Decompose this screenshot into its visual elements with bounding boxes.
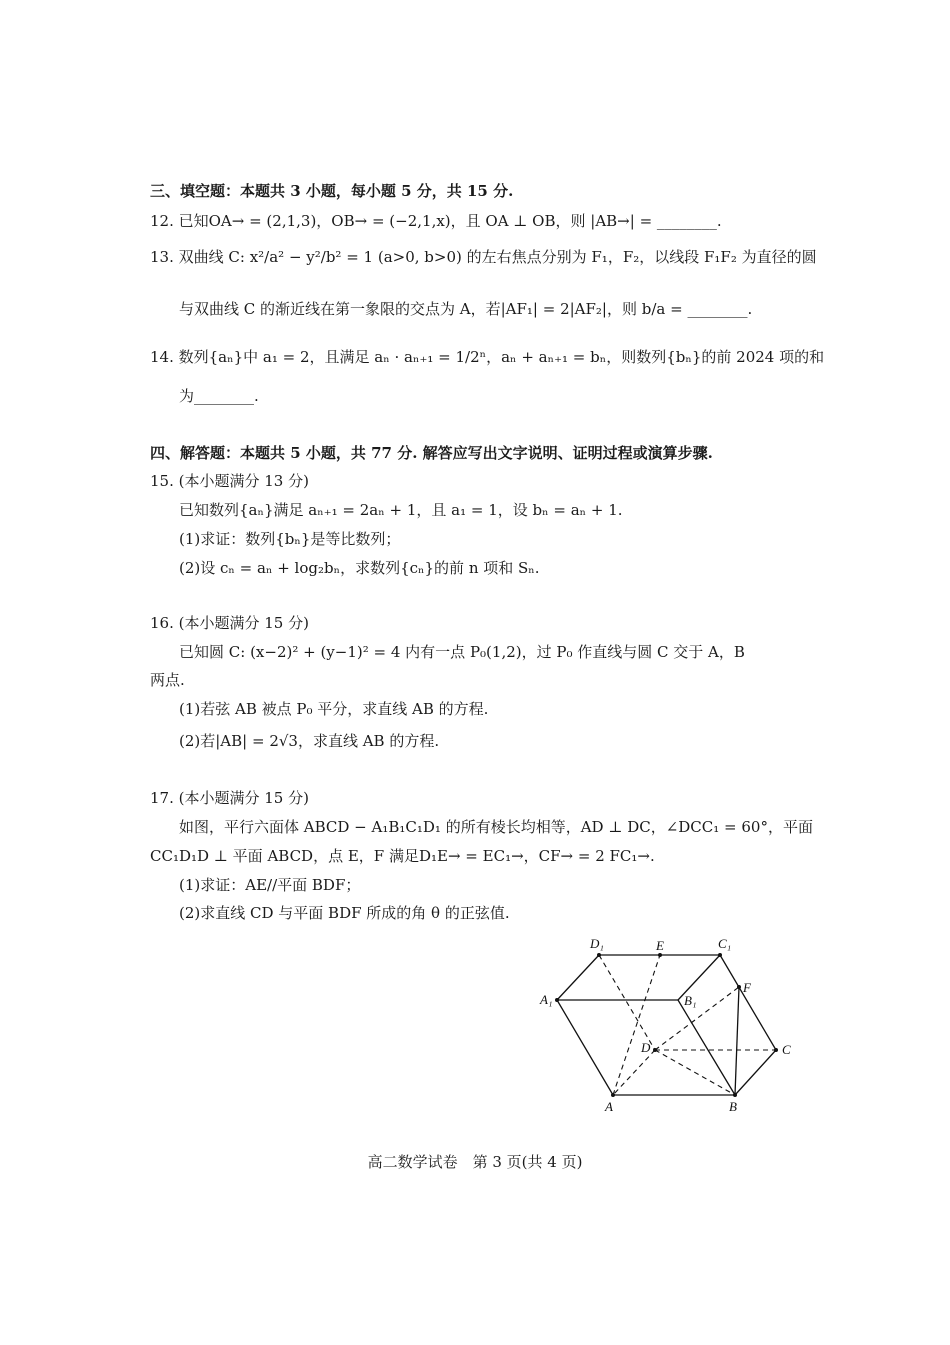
question-16-stem-line2: 两点.: [150, 671, 185, 689]
label-a1: A₁: [540, 992, 553, 1007]
edge-d1-d-hidden: [599, 955, 655, 1050]
edge-a1-d1: [557, 955, 599, 1000]
question-13-line2: 与双曲线 C 的渐近线在第一象限的交点为 A，若|AF₁| = 2|AF₂|，则 b/a = ________.: [179, 300, 753, 318]
segment-d-f-hidden: [655, 987, 739, 1050]
question-17-part1: (1)求证：AE//平面 BDF；: [179, 876, 361, 894]
question-15-stem: 已知数列{aₙ}满足 aₙ₊₁ = 2aₙ + 1，且 a₁ = 1，设 bₙ = aₙ + 1.: [179, 501, 623, 519]
question-16-part1: (1)若弦 AB 被点 P₀ 平分，求直线 AB 的方程.: [179, 700, 489, 718]
edge-b1-b: [678, 1000, 735, 1095]
segment-d-b-hidden: [655, 1050, 735, 1095]
question-14-line2: 为________.: [179, 387, 259, 405]
question-15-part1: (1)求证：数列{bₙ}是等比数列；: [179, 530, 401, 548]
page-footer: 高二数学试卷 第 3 页(共 4 页): [367, 1153, 583, 1171]
question-13-line1: 13. 双曲线 C: x²/a² − y²/b² = 1 (a>0, b>0) 的左右焦点分别为 F₁，F₂，以线段 F₁F₂ 为直径的圆: [150, 248, 817, 266]
label-d1: D₁: [590, 936, 604, 951]
edge-a-a1: [557, 1000, 613, 1095]
question-15-part2: (2)设 cₙ = aₙ + log₂bₙ，求数列{cₙ}的前 n 项和 Sₙ.: [179, 559, 540, 577]
label-d: D: [641, 1040, 651, 1055]
question-15-title: 15. (本小题满分 13 分): [150, 472, 309, 490]
question-17-part2: (2)求直线 CD 与平面 BDF 所成的角 θ 的正弦值.: [179, 904, 510, 922]
section4-heading: 四、解答题：本题共 5 小题，共 77 分. 解答应写出文字说明、证明过程或演算步骤.: [150, 444, 713, 462]
label-c: C: [782, 1042, 791, 1057]
label-f: F: [743, 980, 751, 995]
question-16-part2: (2)若|AB| = 2√3，求直线 AB 的方程.: [179, 732, 440, 750]
edge-c1-c: [720, 955, 776, 1050]
question-16-title: 16. (本小题满分 15 分): [150, 614, 309, 632]
label-c1: C₁: [718, 936, 732, 951]
edge-d-a-hidden: [613, 1050, 655, 1095]
label-b: B: [729, 1099, 737, 1114]
question-17-stem-line2: CC₁D₁D ⊥ 平面 ABCD，点 E，F 满足D₁E→ = EC₁→，CF→ = 2 FC₁→.: [150, 847, 655, 865]
label-e: E: [656, 938, 664, 953]
question-17-title: 17. (本小题满分 15 分): [150, 789, 309, 807]
edge-c-b: [735, 1050, 776, 1095]
section3-heading: 三、填空题：本题共 3 小题，每小题 5 分，共 15 分.: [150, 182, 514, 200]
segment-f-b: [735, 987, 739, 1095]
question-14-line1: 14. 数列{aₙ}中 a₁ = 2，且满足 aₙ · aₙ₊₁ = 1/2ⁿ，aₙ + aₙ₊₁ = bₙ，则数列{bₙ}的前 2024 项的和: [150, 348, 825, 366]
question-16-stem-line1: 已知圆 C: (x−2)² + (y−1)² = 4 内有一点 P₀(1,2)，过 P₀ 作直线与圆 C 交于 A，B: [179, 643, 745, 661]
question-12: 12. 已知OA→ = (2,1,3)，OB→ = (−2,1,x)，且 OA ⊥ OB，则 |AB→| = ________.: [150, 212, 722, 230]
question-17-stem-line1: 如图，平行六面体 ABCD − A₁B₁C₁D₁ 的所有棱长均相等，AD ⊥ DC，∠DCC₁ = 60°，平面: [179, 818, 813, 836]
label-b1: B₁: [684, 993, 697, 1008]
segment-a-e-hidden: [613, 955, 660, 1095]
label-a: A: [605, 1099, 613, 1114]
